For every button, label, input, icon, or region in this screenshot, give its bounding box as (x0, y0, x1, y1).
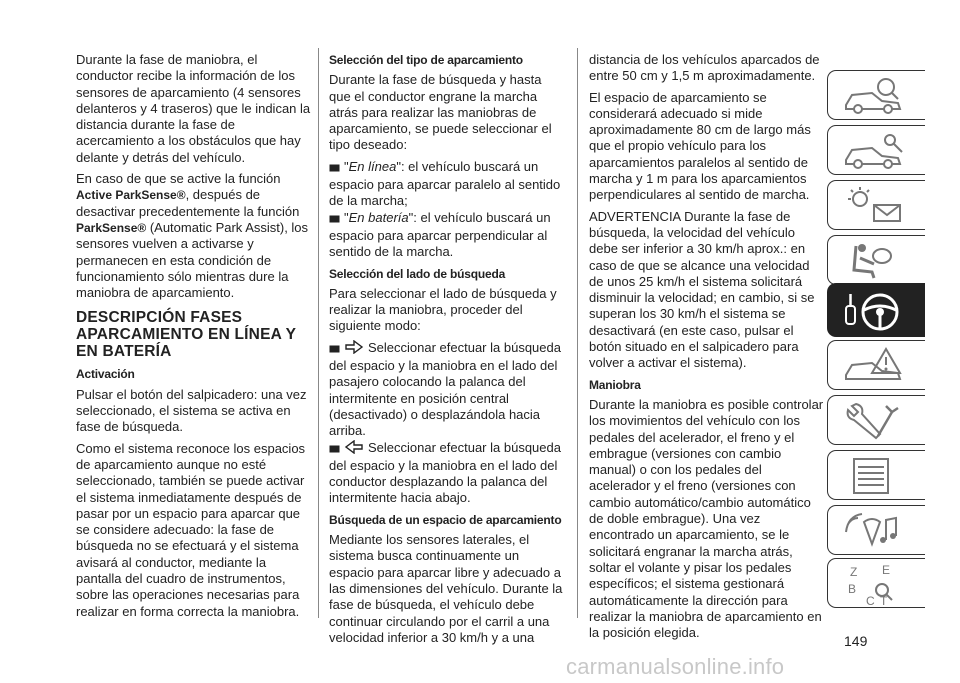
chapter-tab-index[interactable] (827, 558, 925, 608)
bullet-square-icon (329, 212, 340, 228)
paragraph: distancia de los vehículos aparcados de entre 50 cm y 1,5 m aproximadamente. (589, 52, 820, 84)
bullet-square-icon (329, 442, 340, 458)
parksense-term: Active ParkSense® (76, 188, 186, 203)
page-number: 149 (844, 633, 868, 649)
bullet-square-icon (329, 342, 340, 358)
subheading: Activación (76, 367, 135, 382)
bullet-square-icon (329, 161, 340, 177)
subheading: Maniobra (589, 377, 641, 392)
index-letter: T (880, 594, 888, 607)
car-key-icon (842, 130, 912, 172)
steering-key-icon (842, 288, 912, 334)
subheading: Selección del lado de búsqueda (329, 266, 506, 281)
multimedia-icon (842, 510, 912, 552)
parksense-term: ParkSense® (76, 220, 147, 235)
section-heading: DESCRIPCIÓN FASES APARCAMIENTO EN LÍNEA Y EN BATERÍA (76, 309, 296, 361)
chapter-tab-knowledge[interactable] (827, 125, 925, 175)
chapter-tab-dashboard[interactable] (827, 70, 925, 120)
paragraph: El espacio de aparcamiento se considerará adecuado si mide aproximadamente 80 cm de largo más que el propio vehículo para los aparcamientos paralelos al sentido de marcha y 1 m para los aparcamientos perpendiculares al sentido de marcha. (589, 89, 811, 203)
chapter-tab-technical-data[interactable] (827, 450, 925, 500)
lights-message-icon (842, 185, 912, 227)
chapter-tab-maintenance[interactable] (827, 395, 925, 445)
paragraph: Durante la fase de búsqueda y hasta que el conductor engrane la marcha atrás para realizar las maniobras de aparcamiento, se puede seleccionar el tipo deseado: (329, 72, 552, 153)
index-letter: Z (850, 565, 858, 579)
car-info-icon (842, 75, 912, 117)
specs-list-icon (842, 455, 912, 497)
paragraph: Durante la maniobra es posible controlar los movimientos del vehículo con los pedales del acelerador, el freno y el embrague (versiones con cambio manual) o con los pedales del acelerador y el freno (versiones con cambio automático/cambio automático de doble embrague). Una vez encontrado un aparcamiento, se le solicitará engranar la marcha atrás, soltar el volante y pisar los pedales específicos; el sistema gestionará automáticamente la dirección para realizar la maniobra de aparcamiento en la posición elegida. (589, 396, 824, 641)
airbag-seat-icon (842, 240, 912, 282)
column-divider (577, 48, 578, 618)
chapter-tab-multimedia[interactable] (827, 505, 925, 555)
bullet-item: "En línea": el vehículo buscará un espacio para aparcar paralelo al sentido de la marcha; (329, 158, 561, 209)
alphabet-index-icon (842, 563, 912, 607)
chapter-tab-starting-driving[interactable] (827, 283, 925, 337)
chapter-tab-safety[interactable] (827, 235, 925, 285)
watermark: carmanualsonline.info (566, 654, 785, 679)
paragraph: Durante la fase de maniobra, el conductor recibe la información de los sensores de aparcamiento (4 sensores delanteros y 4 traseros) que le indican la distancia durante la fase de acercamiento a los obstáculos que hay delante y detrás del vehículo. (76, 52, 311, 165)
arrow-right-icon (344, 340, 364, 358)
index-letter: E (882, 563, 891, 577)
index-letter: C (866, 594, 875, 607)
bullet-item: "En batería": el vehículo buscará un espacio para aparcar perpendicular al sentido de la marcha. (329, 209, 551, 260)
chapter-tab-warning-lights[interactable] (827, 180, 925, 230)
column-right (589, 52, 825, 646)
paragraph: En caso de que se active la función Active ParkSense®, después de desactivar precedentemente la función ParkSense® (Automatic Park Assist), los sensores vuelven a activarse y permanecen en esta condición de funcionamiento sólo mientras dure la maniobra de aparcamiento. (76, 171, 309, 301)
bullet-item: Seleccionar efectuar la búsqueda del espacio y la maniobra en el lado del conductor desplazando la palanca del intermitente hacia abajo. (329, 439, 561, 506)
arrow-left-icon (344, 440, 364, 458)
paragraph: Como el sistema reconoce los espacios de aparcamiento aunque no esté seleccionado, también se puede activar el sistema inmediatamente después de pasar por un espacio para aparcar que se considere adecuado: la fase de búsqueda no se efectuará y el sistema avisará al conductor, mediante la pantalla del cuadro de instrumentos, sobre las operaciones necesarias para realizar en forma correcta la maniobra. (76, 440, 306, 619)
column-divider (318, 48, 319, 618)
paragraph: Para seleccionar el lado de búsqueda y realizar la maniobra, proceder del siguiente modo: (329, 285, 557, 334)
paragraph: Mediante los sensores laterales, el sistema busca continuamente un espacio para aparcar libre y adecuado a las dimensiones del vehículo. Durante la fase de búsqueda, el vehículo debe continuar circulando por el carril a una velocidad inferior a 30 km/h y a una (329, 532, 563, 645)
subheading: Búsqueda de un espacio de aparcamiento (329, 512, 562, 527)
paragraph: Pulsar el botón del salpicadero: una vez seleccionado, el sistema se activa en fase de búsqueda. (76, 386, 307, 435)
index-letter: B (848, 582, 857, 596)
warning-triangle-icon (842, 345, 912, 387)
column-left (76, 52, 312, 625)
warning-paragraph: ADVERTENCIA Durante la fase de búsqueda, la velocidad del vehículo debe ser inferior a 30 km/h aprox.: en caso de que se alcance una velocidad de unos 25 km/h el sistema solicitará disminuir la velocidad; en cambio, si se superan los 30 km/h el sistema se desactivará (en este caso, pulsar el botón situado en el salpicadero para volver a activar el sistema). (589, 208, 815, 371)
wrench-icon (842, 400, 912, 442)
chapter-tab-emergency[interactable] (827, 340, 925, 390)
column-middle (329, 52, 565, 651)
subheading: Selección del tipo de aparcamiento (329, 53, 523, 67)
bullet-item: Seleccionar efectuar la búsqueda del espacio y la maniobra en el lado del pasajero colocando la palanca del intermitente en posición central (desactivado) o desplazándola hacia arriba. (329, 339, 561, 439)
